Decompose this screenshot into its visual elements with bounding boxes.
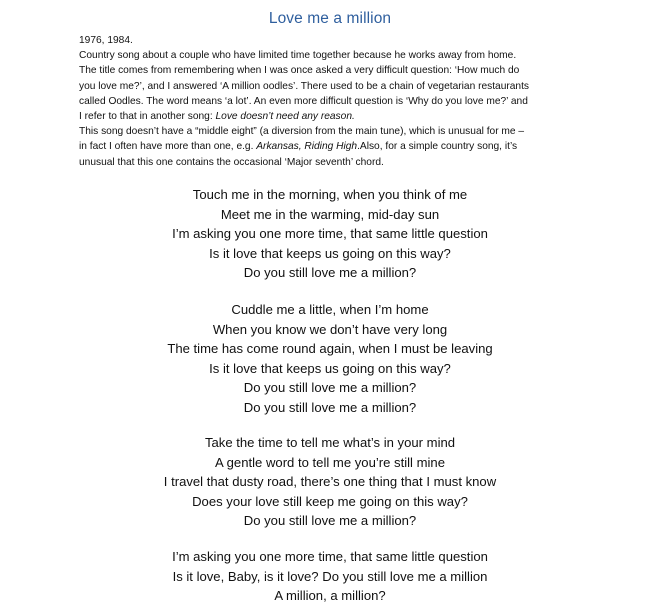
- intro-text: I refer to that in another song:: [79, 111, 216, 123]
- intro-line: This song doesn’t have a “middle eight” (a diversion from the main tune), which is unusual for me –: [79, 126, 525, 138]
- lyric-line: Do you still love me a million?: [243, 513, 417, 529]
- lyric-line: The time has come round again, when I must be leaving: [167, 341, 493, 357]
- verse-3: [0, 433, 660, 531]
- lyric-line: A gentle word to tell me you’re still mine: [215, 454, 445, 470]
- song-reference: Arkansas, Riding High: [256, 141, 358, 153]
- lyric-line: Touch me in the morning, when you think of me: [192, 187, 468, 202]
- lyric-line: Is it love that keeps us going on this way?: [209, 245, 451, 261]
- intro-year: 1976, 1984.: [79, 35, 133, 46]
- lyric-line: Do you still love me a million?: [243, 399, 417, 415]
- intro-line: [79, 139, 579, 154]
- intro-line: [79, 109, 579, 124]
- intro-line: unusual that this one contains the occasional ‘Major seventh’ chord.: [79, 156, 384, 168]
- intro-text: .Also, for a simple country song, it’s: [357, 141, 518, 153]
- song-reference: Love doesn’t need any reason.: [215, 111, 355, 123]
- page-title: Love me a million: [268, 10, 392, 27]
- lyric-line: I travel that dusty road, there’s one thing that I must know: [163, 474, 497, 490]
- lyric-line: I’m asking you one more time, that same little question: [172, 549, 488, 564]
- lyric-line: Does your love still keep me going on this way?: [192, 493, 468, 509]
- lyric-line: Is it love, Baby, is it love? Do you still love me a million: [172, 568, 488, 584]
- verse-1: [0, 185, 660, 283]
- intro-text: in fact I often have more than one, e.g.: [79, 141, 257, 153]
- intro-notes: [79, 33, 579, 170]
- lyric-line: When you know we don’t have very long: [212, 321, 448, 337]
- lyric-line: Meet me in the warming, mid-day sun: [220, 206, 440, 222]
- lyric-line: Cuddle me a little, when I’m home: [231, 302, 429, 317]
- intro-line: called Oodles. The word means ‘a lot’. An even more difficult question is ‘Why do you love me?’ and: [79, 95, 528, 107]
- intro-line: you love me?’, and I answered ‘A million oodles’. There used to be a chain of vegetarian restaurants: [79, 80, 530, 92]
- lyric-line: Is it love that keeps us going on this way?: [209, 360, 451, 376]
- lyric-line: Take the time to tell me what’s in your mind: [204, 435, 456, 450]
- lyric-line: Do you still love me a million?: [243, 265, 417, 281]
- intro-line: The title comes from remembering when I was once asked a very difficult question: ‘How much do: [79, 65, 520, 77]
- verse-4: [0, 547, 660, 606]
- lyric-line: A million, a million?: [274, 588, 386, 604]
- lyric-line: Do you still love me a million?: [243, 380, 417, 396]
- intro-line: Country song about a couple who have limited time together because he works away from home.: [79, 50, 517, 62]
- verse-2: [0, 300, 660, 418]
- lyric-line: I’m asking you one more time, that same little question: [172, 226, 488, 242]
